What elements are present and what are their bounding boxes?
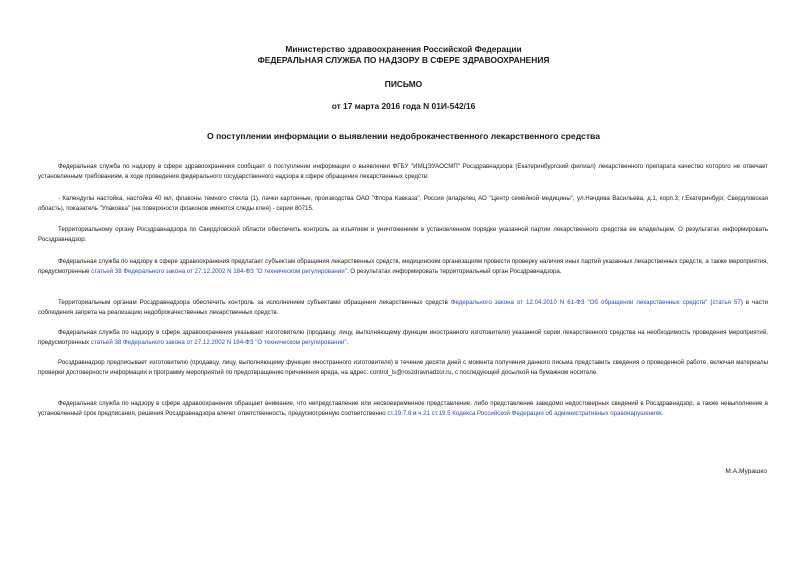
koap-19-5-link[interactable]: ч.21 ст.19.5 Кодекса Российской Федерации об административных правонарушениях <box>418 409 662 417</box>
paragraph-5-text-a: Территориальным органам Росздравнадзора обеспечить контроль за исполнением субъектами обращения лекарственных средств <box>58 299 451 306</box>
paragraph-5-text-c: ) в части соблюдения запрета на реализацию недоброкачественных лекарственных средств. <box>38 299 768 316</box>
document-date-number: от 17 марта 2016 года N 01И-542/16 <box>331 101 476 111</box>
paragraph-4 <box>38 257 768 276</box>
paragraph-2: - Календулы настойка, настойка 40 мл, флаконы темного стекла (1), пачки картонные, производства ОАО "Флора Кавказа", Россия (владелец АО "Центр семейной медицины", ул.Начдива Васильева, д.1, корп.3, г.Екатеринбург, Свердловская область), показатель "Упаковка" (на поверхности флаконов имеются следы клея) - серии 80715. <box>38 195 768 212</box>
law-184-article-38-link-2[interactable]: статьей 38 Федерального закона от 27.12.2002 N 184-ФЗ "О техническом регулировании" <box>90 338 347 346</box>
article-57-link[interactable]: статья 57 <box>712 299 741 306</box>
paragraph-8-text-a: Федеральная служба по надзору в сфере здравоохранения обращает внимание, что непредставление или несвоевременное представление, либо представление заведомо недостоверных сведений в Росздравнадзор, а также невыполнение в установленный срок предписания, решения Росздравнадзора влечет ответственность, предусмотренную соответственно <box>38 400 768 417</box>
ministry-name: Министерство здравоохранения Российской Федерации <box>285 44 522 54</box>
koap-19-7-8-link[interactable]: ст.19.7.8 <box>387 409 412 417</box>
paragraph-6-text-b: . <box>346 338 349 346</box>
paragraph-3: Территориальному органу Росздравнадзора по Свердловской области обеспечить контроль за изъятием и уничтожением в установленном порядке указанной партии лекарственного средства ее владельцем. О результатах информировать Росздравнадзор. <box>38 226 768 243</box>
document-type: ПИСЬМО <box>384 79 423 89</box>
law-184-article-38-link[interactable]: статьей 38 Федерального закона от 27.12.2002 N 184-ФЗ "О техническом регулировании" <box>91 267 347 275</box>
paragraph-8 <box>38 399 768 418</box>
signature: М.А.Мурашко <box>725 468 767 475</box>
paragraph-8-text-c: . <box>661 409 664 417</box>
law-61-link[interactable]: Федерального закона от 12.04.2010 N 61-ФЗ "Об обращении лекарственных средств" <box>450 299 708 306</box>
document-title: О поступлении информации о выявлении недоброкачественного лекарственного средства <box>207 131 600 141</box>
paragraph-4-text-b: . О результатах информировать территориальный орган Росздравнадзора. <box>346 267 562 275</box>
paragraph-8-text-b: и <box>411 409 419 417</box>
paragraph-7: Росздравнадзор предписывает изготовителю (продавцу, лицу, выполняющему функции иностранного изготовителя) в течение десяти дней с момента получения данного письма представить сведения о проведенной работе, включая материалы проверки достоверности информации и программу мероприятий по предотвращению причинения вреда, на адрес: control_ls@roszdravnadzor.ru, с последующей досылкой на бумажном носителе. <box>38 359 768 376</box>
paragraph-5-text-b: ( <box>707 299 713 306</box>
paragraph-4-text-a: Федеральная служба по надзору в сфере здравоохранения предлагает субъектам обращения лекарственных средств, медицинским организациям провести проверку наличия иных партий указанных лекарственных средств, а также мероприятия, предусмотренные <box>38 258 768 275</box>
paragraph-6 <box>38 328 768 347</box>
service-name: ФЕДЕРАЛЬНАЯ СЛУЖБА ПО НАДЗОРУ В СФЕРЕ ЗДРАВООХРАНЕНИЯ <box>257 55 550 65</box>
paragraph-5 <box>38 298 768 317</box>
paragraph-1: Федеральная служба по надзору в сфере здравоохранения сообщает о поступлении информации о выявлении ФГБУ "ИМЦЭУАОСМП" Росздравнадзора (Екатеринбургский филиал) лекарственного препарата качество которого не отвечает установленным требованиям, в ходе проведения федерального государственного надзора в сфере обращения лекарственных средств: <box>38 163 768 180</box>
paragraph-6-text-a: Федеральная служба по надзору в сфере здравоохранения указывает изготовителю (продавцу, лицу, выполняющему функции иностранного изготовителя) указанной серии лекарственного средства на необходимость проведения мероприятий, предусмотренных <box>38 329 768 346</box>
